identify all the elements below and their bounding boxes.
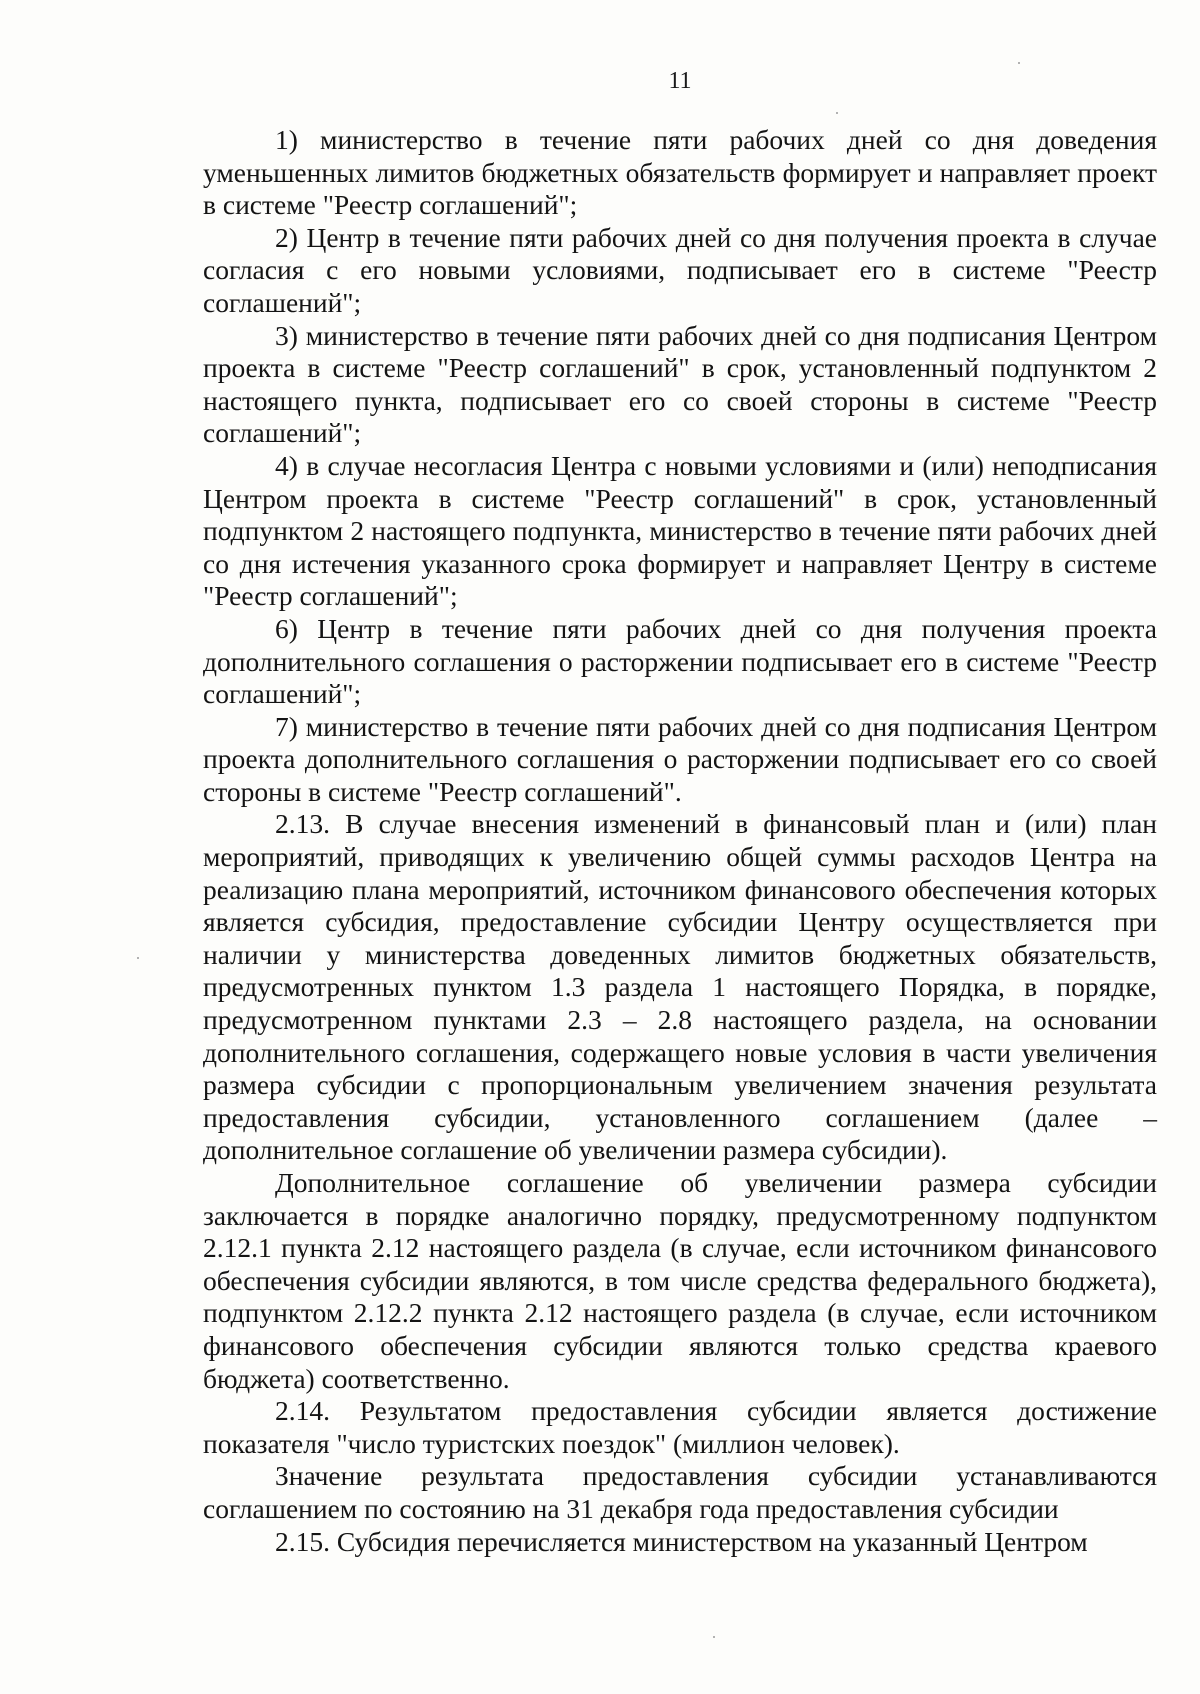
paragraph-result-value: Значение результата предоставления субсидии устанавливаются соглашением по состоянию на 31 декабря года предоставления субсидии bbox=[203, 1460, 1157, 1524]
paragraph-2-14: 2.14. Результатом предоставления субсидии является достижение показателя "число туристских поездок" (миллион человек). bbox=[203, 1395, 1157, 1459]
paragraph-6: 6) Центр в течение пяти рабочих дней со дня получения проекта дополнительного соглашения о расторжении подписывает его в системе "Реестр соглашений"; bbox=[203, 612, 1157, 710]
body-text bbox=[203, 124, 1157, 1558]
paragraph-7: 7) министерство в течение пяти рабочих дней со дня подписания Центром проекта дополнительного соглашения о расторжении подписывает его со своей стороны в системе "Реестр соглашений". bbox=[203, 710, 1157, 807]
paragraph-2-15: 2.15. Субсидия перечисляется министерством на указанный Центром bbox=[275, 1525, 1088, 1557]
paragraph-3: 3) министерство в течение пяти рабочих дней со дня подписания Центром проекта в системе "Реестр соглашений" в срок, установленный подпунктом 2 настоящего пункта, подписывает его со своей стороны в системе "Реестр соглашений"; bbox=[203, 319, 1157, 449]
paragraph-1: 1) министерство в течение пяти рабочих дней со дня доведения уменьшенных лимитов бюджетных обязательств формирует и направляет проект в системе "Реестр соглашений"; bbox=[203, 124, 1157, 221]
scan-speck bbox=[1018, 62, 1020, 64]
scan-speck bbox=[137, 957, 139, 959]
page-number: 11 bbox=[668, 68, 692, 94]
paragraph-2-13: 2.13. В случае внесения изменений в финансовый план и (или) план мероприятий, приводящих к увеличению общей суммы расходов Центра на реализацию плана мероприятий, источником финансового обеспечения которых является субсидия, предоставление субсидии Центру осуществляется при наличии у министерства доведенных лимитов бюджетных обязательств, предусмотренных пунктом 1.3 раздела 1 настоящего Порядка, в порядке, предусмотренном пунктами 2.3 – 2.8 настоящего раздела, на основании дополнительного соглашения, содержащего новые условия в части увеличения размера субсидии с пропорциональным увеличением значения результата предоставления субсидии, установленного соглашением (далее – дополнительное соглашение об увеличении размера субсидии). bbox=[203, 808, 1157, 1166]
scan-speck bbox=[836, 112, 838, 114]
paragraph-4: 4) в случае несогласия Центра с новыми условиями и (или) неподписания Центром проекта в системе "Реестр соглашений" в срок, установленный подпунктом 2 настоящего подпункта, министерство в течение пяти рабочих дней со дня истечения указанного срока формирует и направляет Центру в системе "Реестр соглашений"; bbox=[203, 449, 1157, 612]
paragraph-additional-agreement: Дополнительное соглашение об увеличении размера субсидии заключается в порядке аналогично порядку, предусмотренному подпунктом 2.12.1 пункта 2.12 настоящего раздела (в случае, если источником финансового обеспечения субсидии являются, в том числе средства федерального бюджета), подпунктом 2.12.2 пункта 2.12 настоящего раздела (в случае, если источником финансового обеспечения субсидии являются только средства краевого бюджета) соответственно. bbox=[203, 1167, 1157, 1394]
scan-speck bbox=[713, 1636, 715, 1638]
paragraph-2: 2) Центр в течение пяти рабочих дней со дня получения проекта в случае согласия с его новыми условиями, подписывает его в системе "Реестр соглашений"; bbox=[203, 221, 1157, 318]
